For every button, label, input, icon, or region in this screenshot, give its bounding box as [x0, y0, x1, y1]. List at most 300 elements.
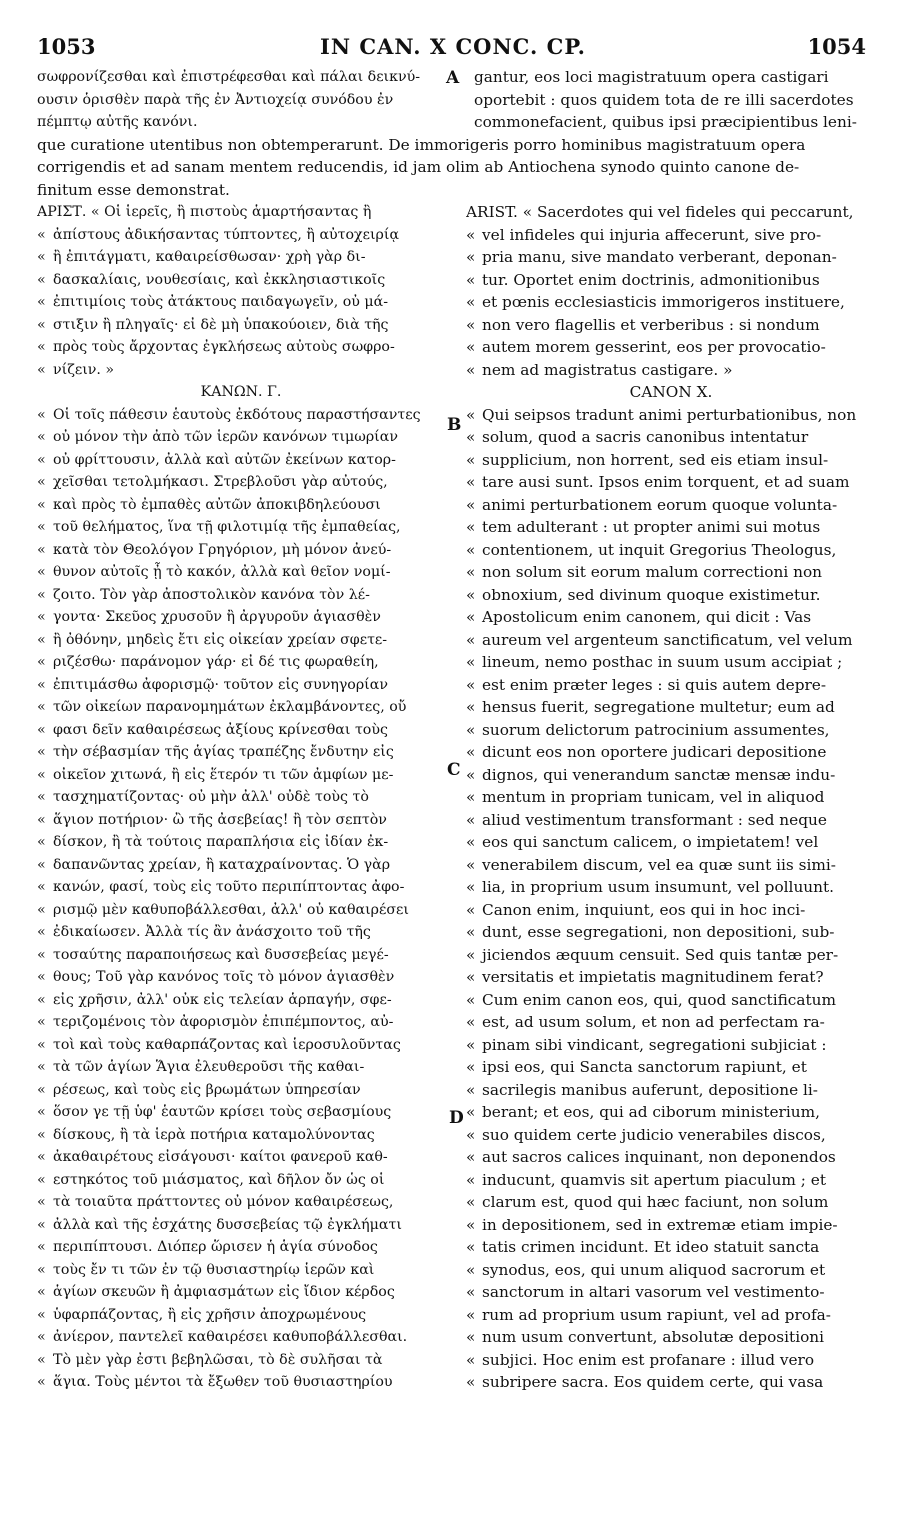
quote-mark: «	[37, 1261, 46, 1278]
canon-line	[466, 426, 876, 449]
quote-mark: «	[466, 450, 476, 469]
quote-mark: «	[37, 969, 46, 985]
line-text: φασι δεῖν καθαιρέσεως ἀξίους κρίνεσθαι τοὺς	[53, 721, 388, 738]
canon-line	[37, 539, 445, 562]
canon-line	[37, 1326, 445, 1349]
quote-mark: «	[37, 1126, 46, 1143]
canon-line	[466, 1371, 876, 1394]
quote-mark: «	[37, 361, 46, 378]
arist-line	[37, 246, 445, 269]
quote-mark: «	[37, 856, 46, 873]
line-text: ἁγίων σκευῶν ἢ ἀμφιασμάτων εἰς ἴδιον κέρδος	[53, 1284, 395, 1300]
line-text: tur. Oportet enim doctrinis, admonitionibus	[482, 270, 820, 289]
quote-mark: «	[466, 1283, 476, 1301]
canon-line	[37, 1281, 445, 1304]
line-text: sacrilegis manibus auferunt, depositione li-	[482, 1080, 818, 1099]
quote-mark: «	[466, 1238, 476, 1256]
canon-line	[466, 1304, 876, 1327]
quote-mark: «	[466, 1373, 476, 1391]
quote-mark: «	[466, 788, 476, 806]
canon-line	[37, 1011, 445, 1034]
quote-mark: «	[466, 1328, 476, 1346]
quote-mark: «	[37, 834, 46, 850]
canon-line	[37, 516, 445, 539]
canon-line	[37, 1056, 445, 1079]
text-line: σωφρονίζεσθαι καὶ ἐπιστρέφεσθαι καὶ πάλαι δεικνύ-	[37, 69, 421, 85]
quote-mark: «	[37, 901, 46, 918]
canon-line	[37, 494, 445, 517]
quote-mark: «	[466, 293, 476, 311]
page-header	[0, 34, 906, 60]
quote-mark: «	[37, 1014, 46, 1030]
line-text: καὶ πρὸς τὸ ἐμπαθὲς αὐτῶν ἀποκιβδηλεύουσι	[53, 496, 381, 513]
canon-line	[37, 1034, 445, 1057]
arist-line	[37, 359, 445, 382]
line-text: clarum est, quod qui hæc faciunt, non solum	[482, 1193, 829, 1211]
quote-mark: «	[37, 631, 46, 648]
arist-line	[466, 201, 876, 224]
canon-line	[466, 1169, 876, 1192]
canon-line	[37, 1371, 445, 1394]
canon-line	[37, 471, 445, 494]
canon-line	[466, 674, 876, 697]
line-text: Qui seipsos tradunt animi perturbationibus, non	[482, 405, 857, 424]
canon-line	[466, 921, 876, 944]
line-text: dunt, esse segregationi, non depositioni, sub-	[482, 923, 835, 941]
quote-mark: «	[466, 810, 476, 829]
line-text: δαπανῶντας χρείαν, ἢ καταχραίνοντας. Ὁ γὰρ	[53, 856, 391, 873]
text-line: finitum esse demonstrat.	[37, 180, 230, 199]
quote-mark: «	[37, 339, 46, 355]
quote-mark: «	[466, 1013, 476, 1031]
quote-mark: «	[466, 405, 476, 424]
quote-mark: «	[466, 968, 476, 986]
margin-letter-d: D	[449, 1108, 464, 1128]
canon-line	[466, 561, 876, 584]
canon-line	[37, 674, 445, 697]
line-text: tem adulterant : ut propter animi sui motus	[482, 518, 821, 536]
line-text: θυνον αὐτοῖς ᾖ τὸ κακόν, ἀλλὰ καὶ θεῖον νομί-	[53, 564, 391, 580]
canon-line	[466, 1079, 876, 1102]
quote-mark: «	[466, 720, 476, 739]
arist-line	[466, 291, 876, 314]
canon-line	[466, 516, 876, 539]
quote-mark: «	[466, 315, 476, 334]
arist-line	[466, 314, 876, 337]
line-text: εστηκότος τοῦ μιάσματος, καὶ δῆλον ὄν ὡς οἱ	[53, 1171, 385, 1188]
quote-mark: «	[37, 294, 46, 310]
line-text: contentionem, ut inquit Gregorius Theologus,	[482, 540, 837, 559]
quote-mark: «	[466, 765, 476, 784]
line-text: jiciendos æquum censuit. Sed quis tantæ per-	[482, 945, 839, 964]
canon-line	[37, 966, 445, 989]
line-text: aureum vel argenteum sanctificatum, vel velum	[482, 630, 853, 649]
quote-mark: «	[466, 608, 476, 626]
canon-line	[466, 1259, 876, 1282]
canon-line	[37, 741, 445, 764]
quote-mark: «	[37, 1059, 46, 1075]
quote-mark: «	[37, 1104, 46, 1120]
quote-mark: «	[37, 946, 46, 963]
quote-mark: «	[466, 945, 476, 964]
arist-line	[37, 224, 445, 247]
canon-line	[466, 944, 876, 967]
quote-mark: «	[37, 429, 46, 445]
line-text: δίσκον, ἢ τὰ τούτοις παραπλήσια εἰς ἰδίαν ἐκ-	[53, 834, 389, 850]
quote-mark: «	[37, 541, 46, 558]
quote-mark: «	[466, 1035, 476, 1054]
page-number-left: 1053	[37, 34, 96, 59]
canon-line	[37, 1304, 445, 1327]
line-text: tatis crimen incidunt. Et ideo statuit sancta	[482, 1238, 820, 1256]
line-text: τῶν οἰκείων παρανομημάτων ἐκλαμβάνοντες, οὔ	[53, 699, 407, 715]
canon-line	[37, 584, 445, 607]
quote-mark: «	[466, 1260, 476, 1279]
canon-line	[466, 1326, 876, 1349]
canon-line	[37, 606, 445, 629]
canon-line	[466, 629, 876, 652]
quote-mark: «	[37, 654, 46, 670]
canon-line	[37, 764, 445, 787]
quote-mark: «	[466, 1080, 476, 1099]
canon-line	[466, 1056, 876, 1079]
quote-mark: «	[37, 744, 46, 760]
line-text: num usum convertunt, absolutæ depositioni	[482, 1328, 825, 1346]
line-text: solum, quod a sacris canonibus intentatur	[482, 428, 809, 446]
line-text: ἀλλὰ καὶ τῆς ἐσχάτης δυσσεβείας τῷ ἐγκλήματι	[53, 1216, 402, 1233]
quote-mark: «	[466, 653, 476, 671]
canon-line	[466, 854, 876, 877]
line-text: animi perturbationem eorum quoque volunta-	[482, 495, 838, 514]
line-text: vel infideles qui injuria affecerunt, sive pro-	[482, 225, 822, 244]
canon-line	[466, 876, 876, 899]
arist-line	[37, 336, 445, 359]
canon-line	[466, 1124, 876, 1147]
intro-greek	[37, 66, 447, 134]
quote-mark: «	[466, 585, 476, 604]
arist-line	[37, 291, 445, 314]
canon-line	[466, 719, 876, 742]
quote-mark: «	[37, 1081, 46, 1098]
quote-mark: «	[466, 563, 476, 581]
line-text: inducunt, quamvis sit apertum piaculum ; et	[482, 1170, 826, 1189]
quote-mark: «	[37, 1036, 46, 1053]
line-text: dignos, qui venerandum sanctæ mensæ indu-	[482, 765, 836, 784]
line-text: τοῦ θελήματος, ἵνα τῇ φιλοτιμίᾳ τῆς ἐμπαθείας,	[53, 519, 401, 535]
line-text: πρὸς τοὺς ἄρχοντας ἐγκλήσεως αὐτοὺς σωφρο-	[53, 339, 395, 355]
quote-mark: «	[466, 270, 476, 289]
text-line: corrigendis et ad sanam mentem reducendis, id jam olim ab Antiochena synodo quinto canone de-	[37, 158, 800, 176]
canon-line	[37, 876, 445, 899]
canon-line	[466, 1034, 876, 1057]
line-text: γοντα· Σκεῦος χρυσοῦν ἢ ἀργυροῦν ἁγιασθὲν	[53, 609, 381, 625]
line-text: κανών, φασί, τοὺς εἰς τοῦτο περιπίπτοντας ἀφο-	[53, 879, 405, 895]
line-text: περιπίπτουσι. Διόπερ ὥρισεν ἡ ἁγία σύνοδος	[53, 1239, 378, 1255]
line-text: Apostolicum enim canonem, qui dicit : Vas	[482, 608, 812, 626]
canon-line	[466, 606, 876, 629]
canon-line	[37, 899, 445, 922]
line-text: berant; et eos, qui ad ciborum ministerium,	[482, 1103, 820, 1121]
canon-line	[466, 1214, 876, 1237]
quote-mark: «	[37, 474, 46, 490]
canon-line	[37, 1124, 445, 1147]
quote-mark: «	[37, 1239, 46, 1255]
quote-mark: «	[37, 1149, 46, 1165]
canon-line	[466, 449, 876, 472]
line-text: lia, in proprium usum insumunt, vel polluunt.	[482, 878, 835, 896]
quote-mark: «	[466, 878, 476, 896]
latin-column	[466, 201, 876, 1394]
canon-line	[466, 1011, 876, 1034]
line-text: ἢ ἐπιτάγματι, καθαιρείσθωσαν· χρὴ γὰρ δι-	[53, 249, 366, 265]
canon-line	[37, 786, 445, 809]
margin-letter-c: C	[447, 760, 461, 780]
quote-mark: «	[466, 428, 476, 446]
canon-line	[37, 831, 445, 854]
quote-mark: «	[466, 698, 476, 716]
line-text: versitatis et impietatis magnitudinem ferat?	[482, 968, 824, 986]
line-text: ὅσον γε τῇ ὑφ' ἑαυτῶν κρίσει τοὺς σεβασμίους	[53, 1104, 392, 1120]
canon-line	[466, 539, 876, 562]
line-text: τοσαύτης παραποιήσεως καὶ δυσσεβείας μεγέ-	[53, 946, 389, 963]
text-line: ουσιν ὁρισθὲν παρὰ τῆς ἐν Ἀντιοχείᾳ συνόδου ἐν	[37, 91, 394, 108]
canon-line	[466, 831, 876, 854]
canon-line	[466, 966, 876, 989]
quote-mark: «	[466, 1103, 476, 1121]
arist-line	[37, 314, 445, 337]
line-text: οὐ φρίττουσιν, ἀλλὰ καὶ αὐτῶν ἐκείνων κατορ-	[53, 451, 396, 468]
quote-mark: «	[37, 1306, 46, 1323]
line-text: hensus fuerit, segregatione multetur; eum ad	[482, 698, 835, 716]
quote-mark: «	[466, 360, 476, 379]
line-text: ριζέσθω· παράνομον γάρ· εἰ δέ τις φωραθείη,	[53, 654, 379, 670]
quote-mark: «	[466, 518, 476, 536]
line-text: est, ad usum solum, et non ad perfectam ra-	[482, 1013, 825, 1031]
line-text: obnoxium, sed divinum quoque existimetur.	[482, 585, 821, 604]
canon-line	[37, 854, 445, 877]
line-text: θους; Τοῦ γὰρ κανόνος τοῖς τὸ μόνον ἁγιασθὲν	[53, 969, 395, 985]
quote-mark: «	[37, 586, 46, 603]
quote-mark: «	[37, 991, 46, 1008]
line-text: subripere sacra. Eos quidem certe, qui vasa	[482, 1373, 824, 1391]
line-text: est enim præter leges : si quis autem depre-	[482, 675, 827, 694]
canon-heading	[37, 381, 445, 404]
canon-line	[37, 1349, 445, 1372]
quote-mark: «	[37, 1329, 46, 1345]
line-text: sanctorum in altari vasorum vel vestimento-	[482, 1283, 825, 1301]
canon-line	[37, 1259, 445, 1282]
quote-mark: «	[466, 540, 476, 559]
arist-line	[37, 201, 445, 224]
quote-mark: «	[37, 271, 46, 288]
canon-line	[37, 1191, 445, 1214]
quote-mark: «	[466, 473, 476, 491]
line-text: ἀκαθαιρέτους εἰσάγουσι· καίτοι φανεροῦ καθ-	[53, 1149, 388, 1165]
canon-line	[466, 696, 876, 719]
line-text: suorum delictorum patrocinium assumentes,	[482, 720, 830, 739]
quote-mark: «	[466, 833, 476, 851]
quote-mark: «	[37, 1374, 46, 1390]
canon-line	[466, 741, 876, 764]
canon-line	[37, 719, 445, 742]
quote-mark: «	[466, 1148, 476, 1166]
quote-mark: «	[37, 1194, 46, 1210]
line-text: ΚΑΝΩΝ. Γ.	[200, 384, 282, 400]
canon-line	[37, 1146, 445, 1169]
line-text: ρισμῷ μὲν καθυποβάλλεσθαι, ἀλλ' οὐ καθαιρέσει	[53, 901, 409, 918]
quote-mark: «	[37, 564, 46, 580]
quote-mark: «	[37, 699, 46, 715]
quote-mark: «	[37, 879, 46, 895]
line-text: ipsi eos, qui Sancta sanctorum rapiunt, et	[482, 1058, 807, 1076]
quote-mark: «	[466, 1125, 476, 1144]
line-text: pinam sibi vindicant, segregationi subjiciat :	[482, 1035, 827, 1054]
line-text: τεριζομένοις τὸν ἀφορισμὸν ἐπιπέμποντος, αὐ-	[53, 1014, 394, 1030]
quote-mark: «	[37, 519, 46, 535]
line-text: ἢ ὀθόνην, μηδεὶς ἔτι εἰς οἰκείαν χρείαν σφετε-	[53, 631, 388, 648]
quote-mark: «	[37, 1216, 46, 1233]
canon-line	[466, 404, 876, 427]
canon-line	[37, 651, 445, 674]
line-text: οὐ μόνον τὴν ἀπὸ τῶν ἱερῶν κανόνων τιμωρίαν	[53, 429, 398, 445]
line-text: et pœnis ecclesiasticis immorigeros instituere,	[482, 293, 845, 311]
quote-mark: «	[466, 1215, 476, 1234]
quote-mark: «	[466, 1350, 476, 1369]
line-text: ζοιτο. Τὸν γὰρ ἀποστολικὸν κανόνα τὸν λέ-	[53, 586, 370, 603]
arist-line	[37, 269, 445, 292]
line-text: ἅγια. Τοὺς μέντοι τὰ ἔξωθεν τοῦ θυσιαστηρίου	[53, 1374, 393, 1390]
quote-mark: «	[37, 924, 46, 940]
line-text: τοὶ καὶ τοὺς καθαρπάζοντας καὶ ἱεροσυλοῦντας	[53, 1036, 401, 1053]
line-text: rum ad proprium usum rapiunt, vel ad profa-	[482, 1305, 831, 1324]
line-text: τὰ τοιαῦτα πράττοντες οὐ μόνον καθαιρέσεως,	[53, 1194, 394, 1210]
canon-line	[37, 561, 445, 584]
line-text: tare ausi sunt. Ipsos enim torquent, et ad suam	[482, 473, 850, 491]
line-text: non solum sit eorum malum correctioni non	[482, 563, 823, 581]
quote-mark: «	[37, 766, 46, 783]
line-text: Τὸ μὲν γὰρ ἐστι βεβηλῶσαι, τὸ δὲ συλῆσαι τὰ	[53, 1351, 383, 1368]
text-line: gantur, eos loci magistratuum opera castigari	[474, 68, 829, 86]
arist-line	[466, 246, 876, 269]
margin-letter-b: B	[447, 415, 462, 435]
canon-line	[37, 1169, 445, 1192]
canon-line	[37, 1236, 445, 1259]
arist-line	[466, 336, 876, 359]
canon-line	[466, 899, 876, 922]
line-text: ARIST. « Sacerdotes qui vel fideles qui peccarunt,	[466, 203, 854, 221]
line-text: autem morem gesserint, eos per provocatio-	[482, 338, 826, 356]
line-text: nem ad magistratus castigare. »	[482, 360, 733, 379]
quote-mark: «	[37, 1171, 46, 1188]
greek-column	[37, 201, 445, 1394]
quote-mark: «	[466, 1193, 476, 1211]
canon-line	[37, 1079, 445, 1102]
canon-line	[466, 809, 876, 832]
quote-mark: «	[466, 855, 476, 874]
quote-mark: «	[37, 676, 46, 693]
line-text: οἰκεῖον χιτωνά, ἢ εἰς ἕτερόν τι τῶν ἀμφίων με-	[53, 766, 394, 783]
line-text: ρέσεως, καὶ τοὺς εἰς βρωμάτων ὑπηρεσίαν	[53, 1081, 361, 1098]
page-number-right: 1054	[807, 34, 866, 59]
quote-mark: «	[466, 248, 476, 266]
quote-mark: «	[466, 1170, 476, 1189]
line-text: in depositionem, sed in extremæ etiam impie-	[482, 1215, 838, 1234]
quote-mark: «	[37, 609, 46, 625]
canon-line	[37, 449, 445, 472]
canon-line	[466, 786, 876, 809]
text-line: oportebit : quos quidem tota de re illi sacerdotes	[474, 90, 854, 109]
quote-mark: «	[37, 1351, 46, 1368]
canon-line	[466, 1349, 876, 1372]
line-text: τοὺς ἔν τι τῶν ἐν τῷ θυσιαστηρίῳ ἱερῶν καὶ	[53, 1261, 375, 1278]
canon-line	[466, 1101, 876, 1124]
canon-line	[466, 1146, 876, 1169]
line-text: Cum enim canon eos, qui, quod sanctificatum	[482, 990, 836, 1009]
line-text: στιξιν ἢ πληγαῖς· εἰ δὲ μὴ ὑπακούοιεν, διὰ τῆς	[53, 316, 389, 333]
quote-mark: «	[466, 338, 476, 356]
quote-mark: «	[466, 743, 476, 761]
line-text: CANON X.	[629, 383, 713, 401]
line-text: dicunt eos non oportere judicari depositione	[482, 743, 827, 761]
line-text: Canon enim, inquiunt, eos qui in hoc inci-	[482, 900, 806, 919]
canon-line	[37, 989, 445, 1012]
quote-mark: «	[37, 406, 46, 423]
line-text: ἐπιτιμάσθω ἀφορισμῷ· τοῦτον εἰς συνηγορίαν	[53, 676, 388, 693]
canon-line	[37, 809, 445, 832]
line-text: suo quidem certe judicio venerabiles discos,	[482, 1125, 826, 1144]
canon-line	[466, 989, 876, 1012]
quote-mark: «	[466, 495, 476, 514]
line-text: ἐπιτιμίοις τοὺς ἀτάκτους παιδαγωγεῖν, οὐ μά-	[53, 294, 389, 310]
canon-line	[466, 651, 876, 674]
line-text: Οἱ τοῖς πάθεσιν ἑαυτοὺς ἐκδότους παραστήσαντες	[53, 406, 421, 423]
line-text: non vero flagellis et verberibus : si nondum	[482, 315, 820, 334]
text-line: que curatione utentibus non obtemperarunt. De immorigeris porro hominibus magistratuum opera	[37, 135, 806, 154]
line-text: synodus, eos, qui unum aliquod sacrorum et	[482, 1260, 826, 1279]
running-title: IN CAN. X CONC. CP.	[320, 34, 586, 59]
quote-mark: «	[37, 496, 46, 513]
canon-line	[466, 471, 876, 494]
line-text: mentum in propriam tunicam, vel in aliquod	[482, 788, 825, 806]
text-line: commonefacient, quibus ipsi præcipientibus leni-	[474, 113, 857, 131]
line-text: aliud vestimentum transformant : sed neque	[482, 810, 827, 829]
canon-heading	[466, 381, 876, 404]
line-text: pria manu, sive mandato verberant, deponan-	[482, 248, 837, 266]
intro-latin	[474, 66, 874, 134]
line-text: ἐδικαίωσεν. Ἀλλὰ τίς ἂν ἀνάσχοιτο τοῦ τῆς	[53, 924, 371, 940]
quote-mark: «	[466, 1058, 476, 1076]
canon-line	[37, 404, 445, 427]
quote-mark: «	[466, 675, 476, 694]
arist-line	[466, 269, 876, 292]
quote-mark: «	[466, 630, 476, 649]
canon-line	[37, 944, 445, 967]
quote-mark: «	[466, 990, 476, 1009]
canon-line	[37, 426, 445, 449]
line-text: supplicium, non horrent, sed eis etiam insul-	[482, 450, 829, 469]
quote-mark: «	[466, 923, 476, 941]
canon-line	[37, 696, 445, 719]
line-text: δασκαλίαις, νουθεσίαις, καὶ ἐκκλησιαστικοῖς	[53, 271, 386, 288]
line-text: εἰς χρῆσιν, ἀλλ' οὐκ εἰς τελείαν ἁρπαγήν, σφε-	[53, 991, 392, 1008]
quote-mark: «	[37, 811, 46, 828]
quote-mark: «	[466, 1305, 476, 1324]
quote-mark: «	[37, 249, 46, 265]
line-text: lineum, nemo posthac in suum usum accipiat ;	[482, 653, 843, 671]
line-text: τὴν σέβασμίαν τῆς ἁγίας τραπέζης ἔνδυτην εἰς	[53, 744, 394, 760]
canon-line	[466, 1191, 876, 1214]
canon-line	[37, 1214, 445, 1237]
